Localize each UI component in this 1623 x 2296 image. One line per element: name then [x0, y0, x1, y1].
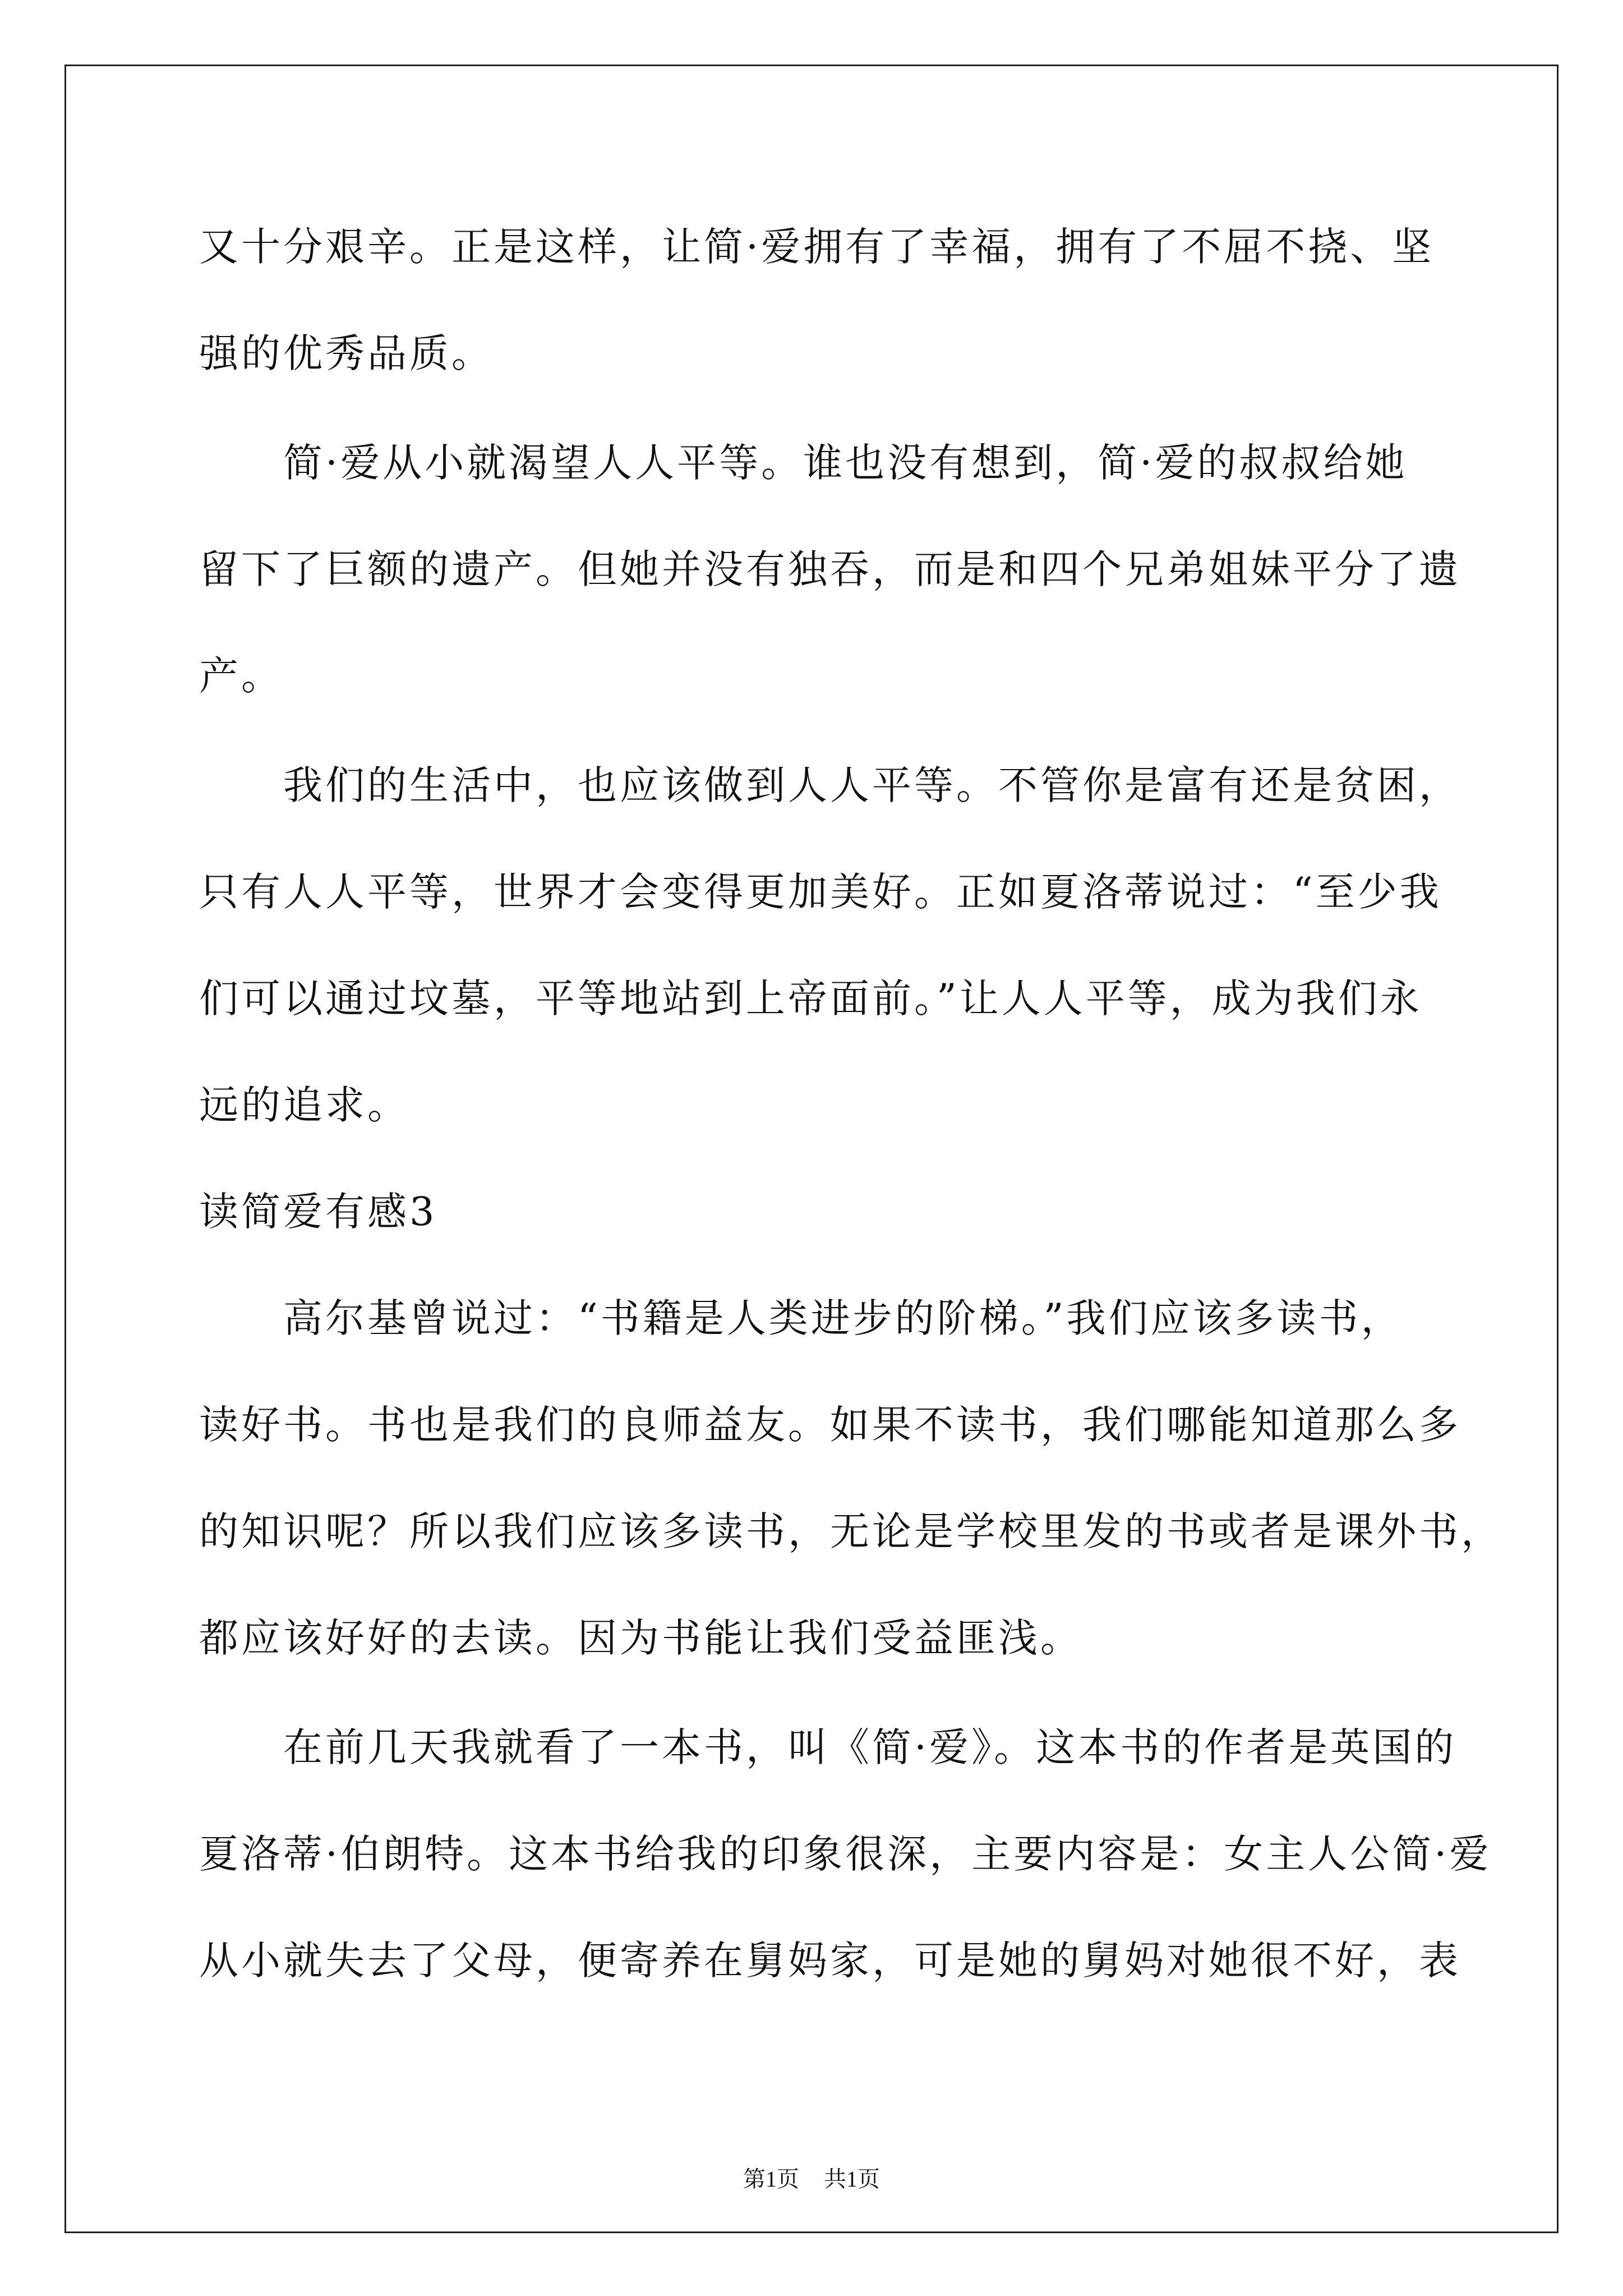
paragraph-first-line: 简·爱从小就渴望人人平等。谁也没有想到，简·爱的叔叔给她	[283, 440, 1408, 486]
page-total: 共1页	[824, 2166, 880, 2192]
text-line: 产。	[199, 653, 283, 699]
page-footer	[0, 2165, 1623, 2193]
paragraph-first-line: 我们的生活中，也应该做到人人平等。不管你是富有还是贫困，	[283, 762, 1461, 808]
text-line: 只有人人平等，世界才会变得更加美好。正如夏洛蒂说过：“至少我	[199, 869, 1442, 915]
paragraph-first-line: 高尔基曾说过：“书籍是人类进步的阶梯。”我们应该多读书，	[283, 1295, 1403, 1341]
text-line: 的知识呢？所以我们应该多读书，无论是学校里发的书或者是课外书，	[199, 1508, 1503, 1554]
text-line: 远的追求。	[199, 1082, 409, 1128]
page-border	[64, 65, 1559, 2233]
text-line: 都应该好好的去读。因为书能让我们受益匪浅。	[199, 1615, 1082, 1661]
text-line: 读好书。书也是我们的良师益友。如果不读书，我们哪能知道那么多	[199, 1402, 1461, 1448]
text-line: 从小就失去了父母，便寄养在舅妈家，可是她的舅妈对她很不好，表	[199, 1938, 1461, 1984]
text-line: 们可以通过坟墓，平等地站到上帝面前。”让人人平等，成为我们永	[199, 976, 1422, 1022]
text-line: 强的优秀品质。	[199, 330, 494, 376]
text-line: 夏洛蒂·伯朗特。这本书给我的印象很深，主要内容是：女主人公简·爱	[199, 1831, 1492, 1877]
section-heading: 读简爱有感3	[199, 1189, 437, 1235]
text-line: 留下了巨额的遗产。但她并没有独吞，而是和四个兄弟姐妹平分了遗	[199, 546, 1461, 592]
page-number: 第1页	[743, 2166, 799, 2192]
paragraph-first-line: 在前几天我就看了一本书，叫《简·爱》。这本书的作者是英国的	[283, 1724, 1457, 1770]
text-line: 又十分艰辛。正是这样，让简·爱拥有了幸福，拥有了不屈不挠、坚	[199, 224, 1435, 270]
